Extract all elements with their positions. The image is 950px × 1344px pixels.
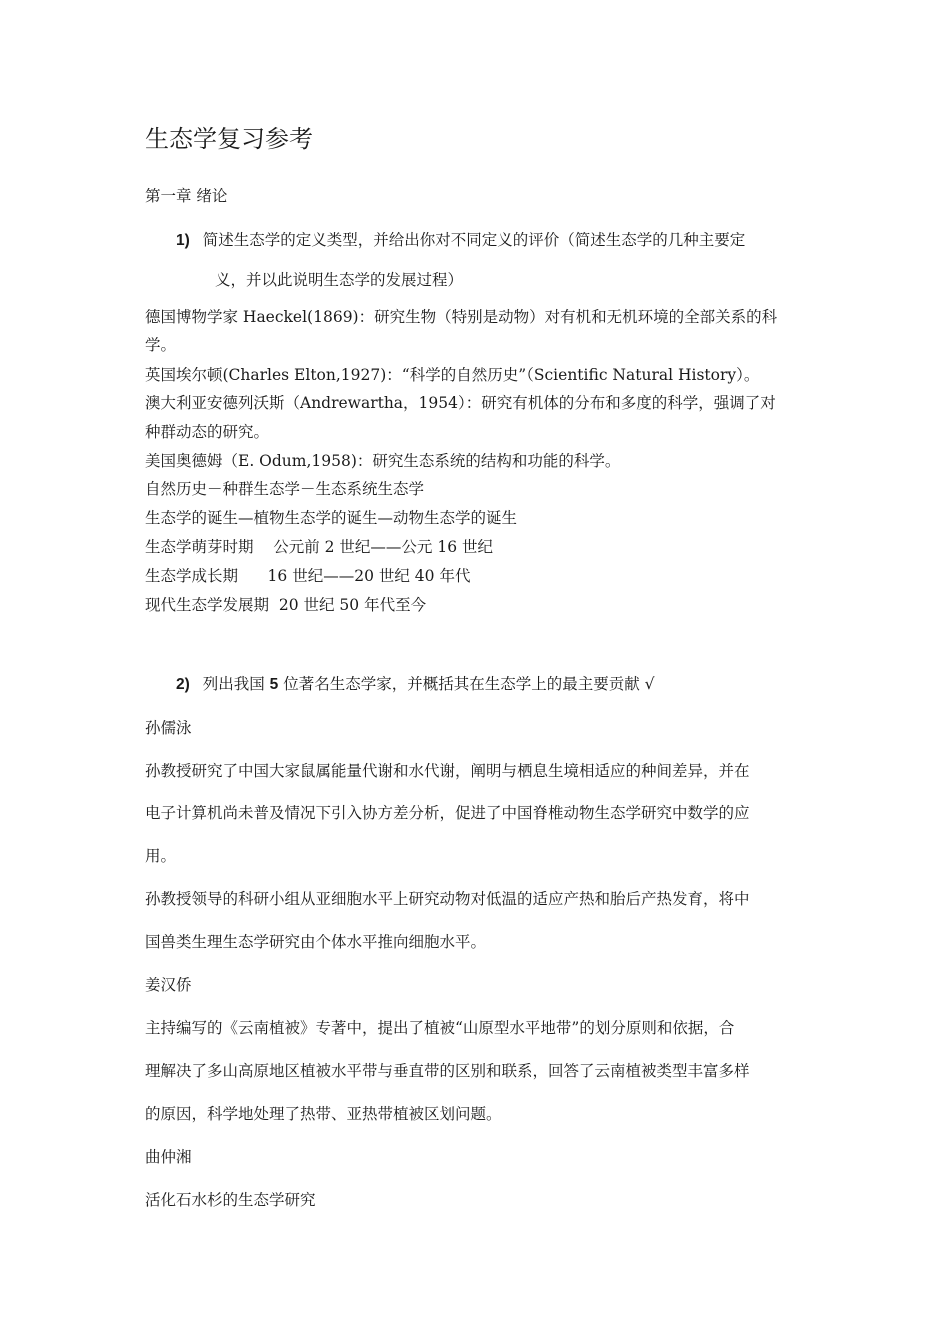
chapter-heading: 第一章 绪论 — [145, 187, 228, 205]
question-2-text-end: 位著名生态学家，并概括其在生态学上的最主要贡献 √ — [278, 675, 655, 693]
paragraph-line: 澳大利亚安德列沃斯（Andrewartha，1954）：研究有机体的分布和多度的科学，强调了对 — [145, 394, 776, 412]
question-2 — [176, 674, 655, 695]
scientist-name: 姜汉侨 — [145, 976, 192, 994]
paragraph-line: 理解决了多山高原地区植被水平带与垂直带的区别和联系，回答了云南植被类型丰富多样 — [145, 1062, 750, 1080]
paragraph-line: 生态学萌芽时期 公元前 2 世纪——公元 16 世纪 — [145, 538, 494, 556]
paragraph-line: 种群动态的研究。 — [145, 423, 270, 441]
scientist-name: 孙儒泳 — [145, 719, 192, 737]
paragraph-line: 德国博物学家 Haeckel(1869)：研究生物（特别是动物）对有机和无机环境的全部关系的科 — [145, 308, 778, 326]
paragraph-line: 英国埃尔顿(Charles Elton,1927)：“科学的自然历史”（Scientific Natural History）。 — [145, 366, 760, 384]
question-2-count: 5 — [269, 676, 279, 693]
document-title: 生态学复习参考 — [145, 125, 313, 153]
paragraph-line: 活化石水杉的生态学研究 — [145, 1191, 316, 1209]
question-2-number: 2) — [176, 676, 190, 693]
question-2-text-start: 列出我国 — [202, 675, 270, 693]
paragraph-line: 自然历史－种群生态学－生态系统生态学 — [145, 480, 425, 498]
paragraph-line: 孙教授领导的科研小组从亚细胞水平上研究动物对低温的适应产热和胎后产热发育，将中 — [145, 890, 750, 908]
scientist-name: 曲仲湘 — [145, 1148, 192, 1166]
paragraph-line: 国兽类生理生态学研究由个体水平推向细胞水平。 — [145, 933, 487, 951]
paragraph-line: 孙教授研究了中国大家鼠属能量代谢和水代谢，阐明与栖息生境相适应的种间差异，并在 — [145, 762, 750, 780]
paragraph-line: 电子计算机尚未普及情况下引入协方差分析，促进了中国脊椎动物生态学研究中数学的应 — [145, 804, 750, 822]
paragraph-line: 学。 — [145, 336, 177, 354]
paragraph-line: 主持编写的《云南植被》专著中，提出了植被“山原型水平地带”的划分原则和依据，合 — [145, 1019, 735, 1037]
question-1-number: 1) — [176, 232, 190, 249]
paragraph-line: 生态学的诞生—植物生态学的诞生—动物生态学的诞生 — [145, 509, 518, 527]
paragraph-line: 的原因，科学地处理了热带、亚热带植被区划问题。 — [145, 1105, 502, 1123]
question-1-text: 简述生态学的定义类型，并给出你对不同定义的评价（简述生态学的几种主要定 — [202, 231, 746, 249]
paragraph-line: 现代生态学发展期 20 世纪 50 年代至今 — [145, 596, 427, 614]
question-1-text-continued: 义，并以此说明生态学的发展过程） — [215, 271, 464, 289]
paragraph-line: 生态学成长期 16 世纪——20 世纪 40 年代 — [145, 567, 471, 585]
paragraph-line: 用。 — [145, 847, 177, 865]
paragraph-line: 美国奥德姆（E. Odum,1958)：研究生态系统的结构和功能的科学。 — [145, 452, 621, 470]
question-1 — [176, 230, 745, 251]
